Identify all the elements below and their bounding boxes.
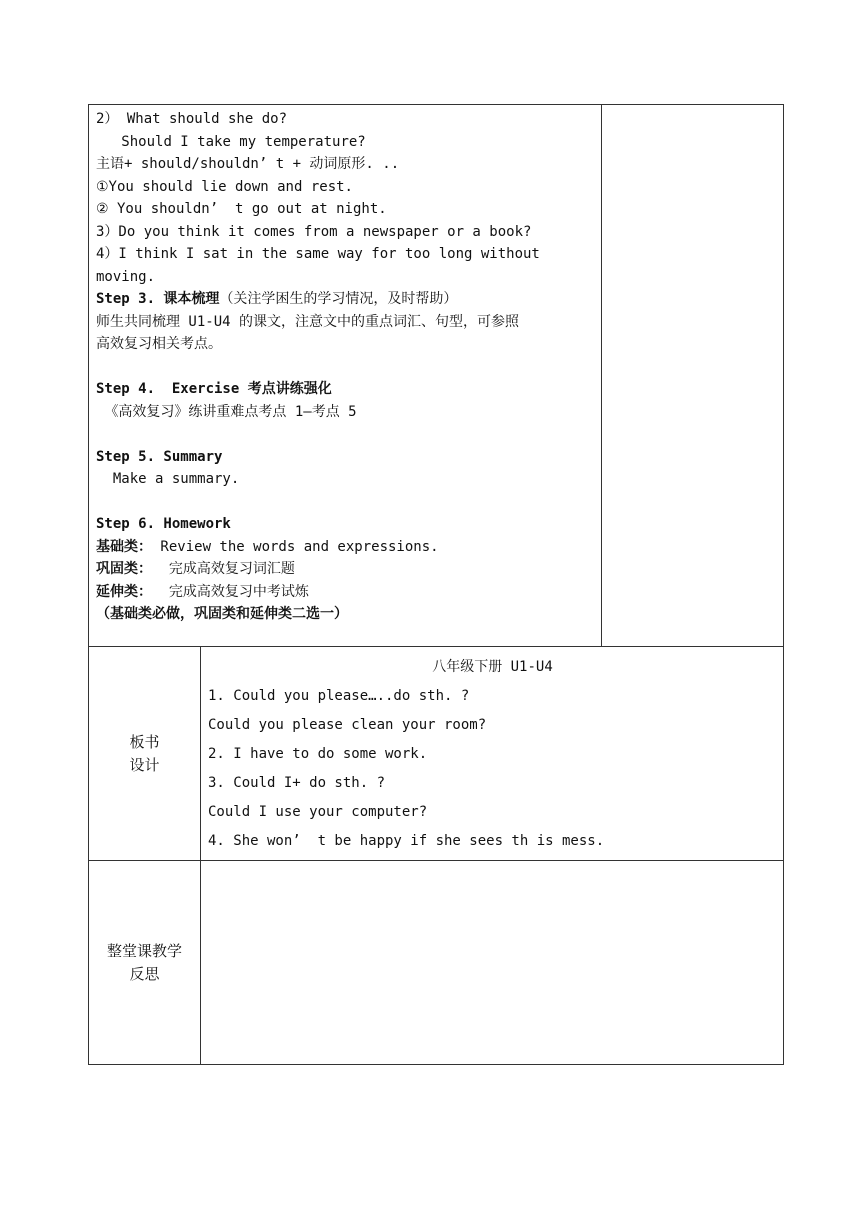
homework-extend-text: 完成高效复习中考试炼 bbox=[152, 583, 309, 600]
board-line: 1. Could you please…..do sth. ? bbox=[208, 688, 470, 704]
homework-note: （基础类必做，巩固类和延伸类二选一） bbox=[96, 606, 348, 622]
reflection-label-line: 反思 bbox=[129, 964, 160, 983]
step-line: 4）I think I sat in the same way for too long without bbox=[96, 246, 540, 262]
homework-basic bbox=[96, 536, 595, 559]
board-content bbox=[201, 647, 783, 860]
board-line: 2. I have to do some work. bbox=[208, 746, 428, 762]
step-line: moving. bbox=[96, 268, 156, 285]
step3-line: 师生共同梳理 U1-U4 的课文，注意文中的重点词汇、句型，可参照 bbox=[96, 313, 519, 330]
step-line: 主语+ should/shouldn’ t + 动词原形. .. bbox=[96, 156, 400, 172]
reflection-label-line: 整堂课教学 bbox=[106, 941, 182, 960]
board-label-line: 设计 bbox=[129, 755, 160, 774]
step5-title: Step 5. Summary bbox=[96, 448, 223, 465]
lesson-plan-table bbox=[88, 104, 784, 1065]
step-line: ② You shouldn’ t go out at night. bbox=[96, 201, 387, 217]
board-line: Could I use your computer? bbox=[208, 804, 428, 820]
board-label bbox=[129, 731, 159, 777]
blank-line bbox=[96, 423, 595, 446]
step3-title: Step 3. 课本梳理 bbox=[96, 291, 220, 307]
step4-line: 《高效复习》练讲重难点考点 1—考点 5 bbox=[96, 403, 357, 420]
reflection-label-cell bbox=[89, 861, 201, 1065]
step3-heading bbox=[96, 288, 595, 311]
steps-row bbox=[89, 105, 784, 647]
homework-consolidate-label: 巩固类： bbox=[96, 561, 152, 577]
homework-basic-text: Review the words and expressions. bbox=[152, 538, 439, 555]
reflection-row bbox=[89, 861, 784, 1065]
step-line: Should I take my temperature? bbox=[96, 133, 366, 150]
step3-note: （关注学困生的学习情况，及时帮助） bbox=[219, 291, 458, 307]
notes-cell bbox=[602, 105, 784, 647]
homework-extend-label: 延伸类： bbox=[96, 583, 152, 600]
step3-line: 高效复习相关考点。 bbox=[96, 336, 222, 352]
blank-line bbox=[96, 356, 595, 379]
board-row bbox=[89, 647, 784, 861]
board-label-cell bbox=[89, 647, 201, 861]
homework-consolidate bbox=[96, 558, 595, 581]
board-line: Could you please clean your room? bbox=[208, 717, 487, 733]
step4-title: Step 4. Exercise 考点讲练强化 bbox=[96, 381, 332, 397]
homework-consolidate-text: 完成高效复习词汇题 bbox=[152, 561, 295, 577]
board-line: 4. She won’ t be happy if she sees th is mess. bbox=[208, 833, 605, 849]
step5-line: Make a summary. bbox=[96, 471, 240, 487]
steps-cell bbox=[89, 105, 602, 647]
homework-extend bbox=[96, 581, 595, 604]
step-line: ①You should lie down and rest. bbox=[96, 178, 353, 195]
homework-basic-label: 基础类： bbox=[96, 538, 152, 555]
reflection-content-cell bbox=[201, 861, 784, 1065]
board-label-line: 板书 bbox=[129, 732, 160, 751]
step-line: 3）Do you think it comes from a newspaper or a book? bbox=[96, 223, 532, 240]
steps-content bbox=[89, 105, 601, 634]
blank-line bbox=[96, 491, 595, 514]
step6-title: Step 6. Homework bbox=[96, 516, 231, 532]
board-title: 八年级下册 U1-U4 bbox=[432, 659, 553, 675]
step-line: 2） What should she do? bbox=[96, 111, 288, 127]
reflection-label bbox=[107, 940, 182, 986]
board-content-cell bbox=[201, 647, 784, 861]
board-line: 3. Could I+ do sth. ? bbox=[208, 775, 386, 791]
